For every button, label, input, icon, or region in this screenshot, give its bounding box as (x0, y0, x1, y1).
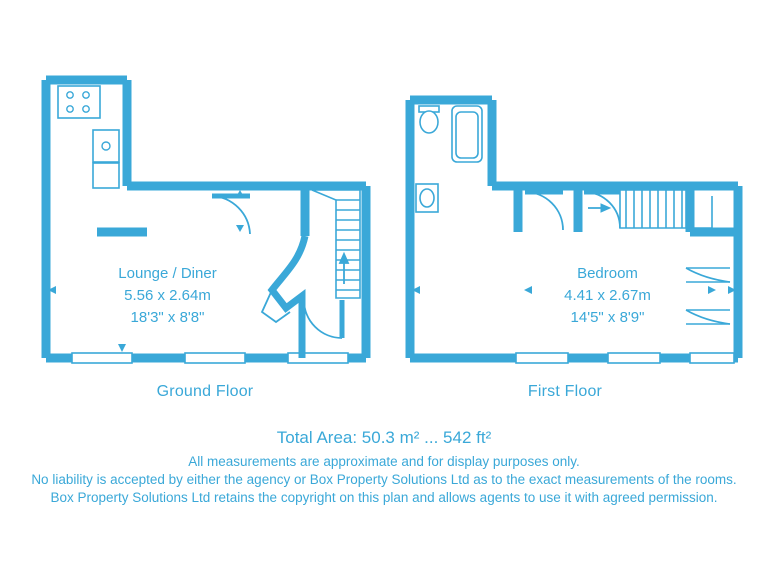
wash-basin-icon (416, 184, 438, 212)
stairs-up-icon (312, 190, 360, 298)
room-name: Lounge / Diner (118, 265, 217, 282)
room-label-lounge-diner (75, 263, 260, 329)
room-dimensions-metric: 5.56 x 2.64m (124, 287, 211, 304)
sink-icon (93, 130, 119, 188)
toilet-icon (419, 106, 439, 133)
disclaimer-line-1: All measurements are approximate and for display purposes only. (188, 454, 580, 469)
cupboard-icon (686, 268, 730, 324)
room-dimensions-imperial: 18'3" x 8'8" (130, 309, 205, 326)
stairs-down-icon (620, 190, 712, 228)
floor-label-ground: Ground Floor (156, 383, 254, 400)
understairs-wall (272, 236, 305, 358)
ground-floor-windows (72, 353, 348, 363)
room-name: Bedroom (577, 265, 638, 282)
total-area-text: Total Area: 50.3 m² ... 542 ft² (276, 428, 492, 447)
room-dimensions-imperial: 14'5" x 8'9" (570, 309, 645, 326)
room-label-bedroom (525, 263, 690, 329)
direction-arrow-icon (588, 204, 610, 212)
disclaimer-line-2: No liability is accepted by either the agency or Box Property Solutions Ltd as to the exact measurements of the rooms. (31, 472, 737, 487)
room-dimensions-metric: 4.41 x 2.67m (564, 287, 651, 304)
door-icon (212, 196, 250, 234)
first-floor-windows (516, 353, 734, 363)
hob-icon (58, 86, 100, 118)
bath-icon (452, 106, 482, 162)
disclaimer-line-3: Box Property Solutions Ltd retains the copyright on this plan and allows agents to use it with agreed permission. (50, 490, 718, 505)
floor-label-first: First Floor (527, 383, 603, 400)
door-icon (304, 300, 342, 338)
door-icon (525, 192, 563, 230)
